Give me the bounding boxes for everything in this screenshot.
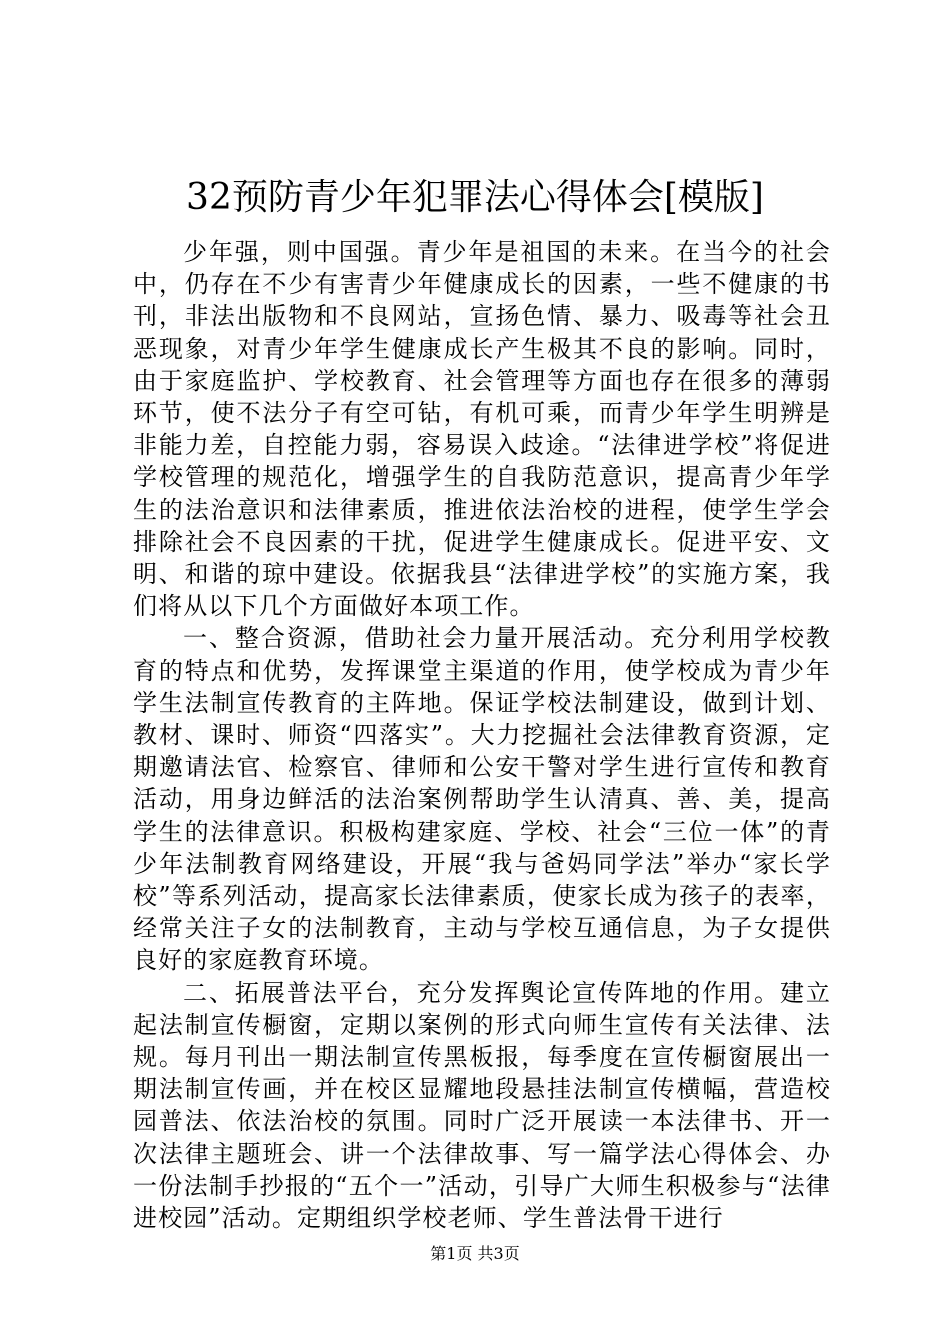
paragraph-section-two: 二、拓展普法平台，充分发挥舆论宣传阵地的作用。建立起法制宣传橱窗，定期以案例的形式向师生宣传有关法律、法规。每月刊出一期法制宣传黑板报，每季度在宣传橱窗展出一期法制宣传画，并在校区显耀地段悬挂法制宣传横幅，营造校园普法、依法治校的氛围。同时广泛开展读一本法律书、开一次法律主题班会、讲一个法律故事、写一篇学法心得体会、办一份法制手抄报的“五个一”活动，引导广大师生积极参与“法律进校园”活动。定期组织学校老师、学生普法骨干进行 [133,978,831,1233]
paragraph-intro: 少年强，则中国强。青少年是祖国的未来。在当今的社会中，仍存在不少有害青少年健康成长的因素，一些不健康的书刊，非法出版物和不良网站，宣扬色情、暴力、吸毒等社会丑恶现象，对青少年学生健康成长产生极其不良的影响。同时，由于家庭监护、学校教育、社会管理等方面也存在很多的薄弱环节，使不法分子有空可钻，有机可乘，而青少年学生明辨是非能力差，自控能力弱，容易误入歧途。“法律进学校”将促进学校管理的规范化，增强学生的自我防范意识，提高青少年学生的法治意识和法律素质，推进依法治校的进程，使学生学会排除社会不良因素的干扰，促进学生健康成长。促进平安、文明、和谐的琼中建设。依据我县“法律进学校”的实施方案，我们将从以下几个方面做好本项工作。 [133,238,831,621]
document-title: 32预防青少年犯罪法心得体会[模版] [186,177,764,218]
page-number-footer: 第1页 共3页 [430,1244,520,1263]
paragraph-section-one: 一、整合资源，借助社会力量开展活动。充分利用学校教育的特点和优势，发挥课堂主渠道的作用，使学校成为青少年学生法制宣传教育的主阵地。保证学校法制建设，做到计划、教材、课时、师资“四落实”。大力挖掘社会法律教育资源，定期邀请法官、检察官、律师和公安干警对学生进行宣传和教育活动，用身边鲜活的法治案例帮助学生认清真、善、美，提高学生的法律意识。积极构建家庭、学校、社会“三位一体”的青少年法制教育网络建设，开展“我与爸妈同学法”举办“家长学校”等系列活动，提高家长法律素质，使家长成为孩子的表率，经常关注子女的法制教育，主动与学校互通信息，为子女提供良好的家庭教育环境。 [133,624,831,975]
document-body [133,236,831,1234]
